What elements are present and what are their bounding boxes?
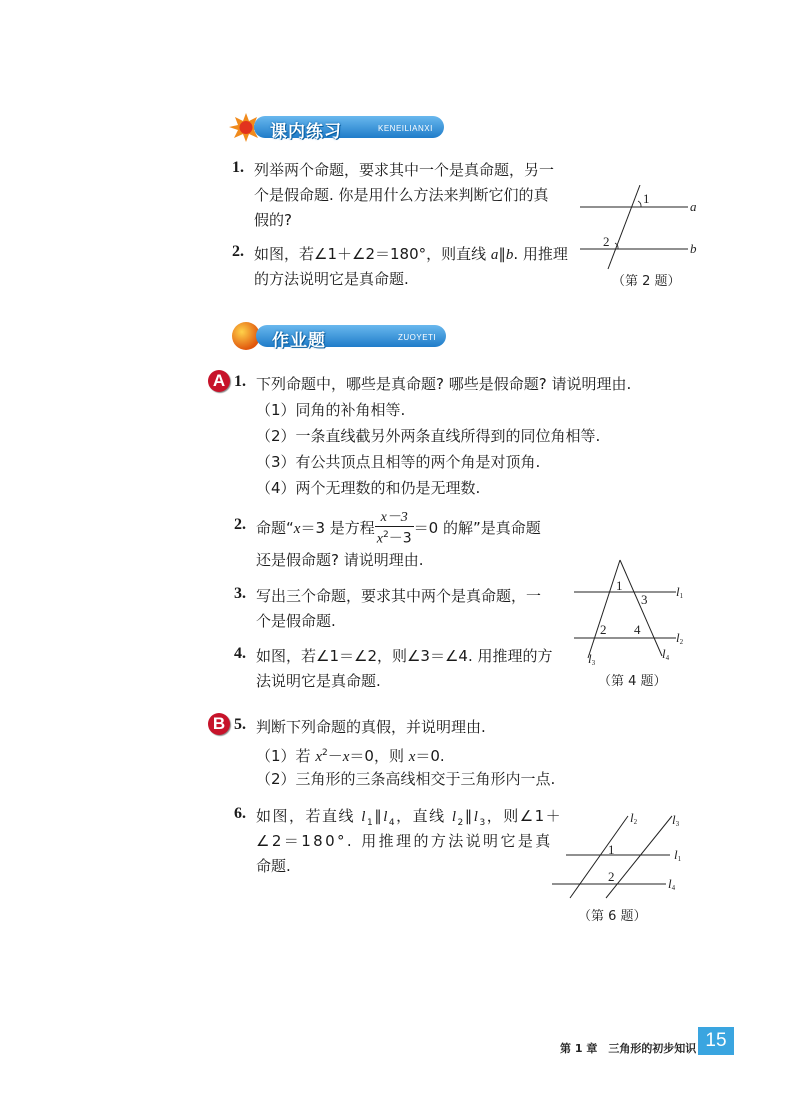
line-label: l1 (674, 847, 682, 863)
hw-q6-line2: ∠2＝180°. 用推理的方法说明它是真 (256, 832, 553, 850)
question-number: 2. (234, 516, 246, 533)
section-subtitle: KENEILIANXI (378, 124, 433, 133)
angle-label: 2 (600, 622, 607, 637)
hw-q5-item2: （2）三角形的三条高线相交于三角形内一点. (256, 770, 556, 788)
section-title: 作业题 (272, 331, 326, 351)
section-banner-practice (228, 112, 448, 142)
question-number: 6. (234, 805, 246, 822)
question-number: 4. (234, 645, 246, 662)
hw-q1-item: （2）一条直线截另外两条直线所得到的同位角相等. (256, 427, 601, 445)
practice-q2-line2: 的方法说明它是真命题. (254, 270, 409, 288)
chapter-footer: 第 1 章 三角形的初步知识 (560, 1042, 697, 1055)
angle-label: 2 (603, 234, 610, 249)
practice-q1-line1: 列举两个命题，要求其中一个是真命题，另一 (254, 161, 555, 179)
figure-caption: （第 6 题） (578, 909, 647, 924)
line-label: l2 (676, 630, 684, 646)
question-number: 5. (234, 716, 246, 733)
hw-q6-line3: 命题. (256, 857, 291, 875)
practice-q1-line2: 个是假命题. 你是用什么方法来判断它们的真 (254, 186, 549, 204)
hw-q2-line2: 还是假命题? 请说明理由. (256, 551, 424, 569)
fraction: $\frac{x-3}{x^2-3}$ (376, 510, 412, 547)
figure-q6 (548, 808, 698, 908)
angle-label: 1 (616, 578, 623, 593)
hw-q1-item: （4）两个无理数的和仍是无理数. (256, 479, 481, 497)
hw-q2-line1: 命题“x＝3 是方程 $\frac{x-3}{x^2-3}$ ＝0 的解”是真命题 (256, 510, 541, 547)
page-number: 15 (698, 1027, 734, 1055)
figure-caption: （第 4 题） (598, 674, 667, 689)
question-number: 2. (232, 243, 244, 260)
practice-q2-line1: 如图，若∠1＋∠2＝180°，则直线 a∥b. 用推理 (254, 245, 568, 263)
figure-caption: （第 2 题） (612, 274, 681, 289)
hw-q1-item: （1）同角的补角相等. (256, 401, 406, 419)
angle-label: 1 (608, 842, 615, 857)
hw-q4-line2: 法说明它是真命题. (256, 672, 381, 690)
hw-q1-item: （3）有公共顶点且相等的两个角是对顶角. (256, 453, 541, 471)
line-label: a (690, 199, 697, 214)
angle-label: 1 (643, 191, 650, 206)
hw-q1-text: 下列命题中，哪些是真命题? 哪些是假命题? 请说明理由. (256, 375, 632, 393)
hw-q6-line1: 如图，若直线 $l_1\parallel l_4$，直线 $l_2\parallel l_3$，则∠1＋ (256, 807, 563, 828)
hw-q4-line1: 如图，若∠1＝∠2，则∠3＝∠4. 用推理的方 (256, 647, 553, 665)
section-subtitle: ZUOYETI (398, 333, 437, 342)
level-b-badge: B (208, 713, 230, 735)
angle-label: 2 (608, 869, 615, 884)
figure-q4 (566, 558, 706, 670)
section-banner-homework (228, 320, 448, 352)
line-label: b (690, 241, 697, 256)
angle-label: 3 (641, 592, 648, 607)
line-label: l3 (588, 651, 596, 667)
question-number: 1. (234, 373, 246, 390)
line-label: l4 (668, 876, 676, 892)
hw-q5-text: 判断下列命题的真假，并说明理由. (256, 718, 486, 736)
line-label: l3 (672, 812, 680, 828)
practice-q1-line3: 假的? (254, 211, 292, 229)
question-number: 1. (232, 159, 244, 176)
line-label: l1 (676, 584, 684, 600)
hw-q3-line2: 个是假命题. (256, 612, 336, 630)
level-a-badge: A (208, 370, 230, 392)
section-title: 课内练习 (270, 122, 342, 142)
hw-q3-line1: 写出三个命题，要求其中两个是真命题，一 (256, 587, 542, 605)
hw-q5-item1: （1）若 $x^2-x=0$，则 x＝0. (256, 747, 445, 765)
line-label: l4 (662, 646, 670, 662)
question-number: 3. (234, 585, 246, 602)
line-label: l2 (630, 810, 638, 826)
angle-label: 4 (634, 622, 641, 637)
